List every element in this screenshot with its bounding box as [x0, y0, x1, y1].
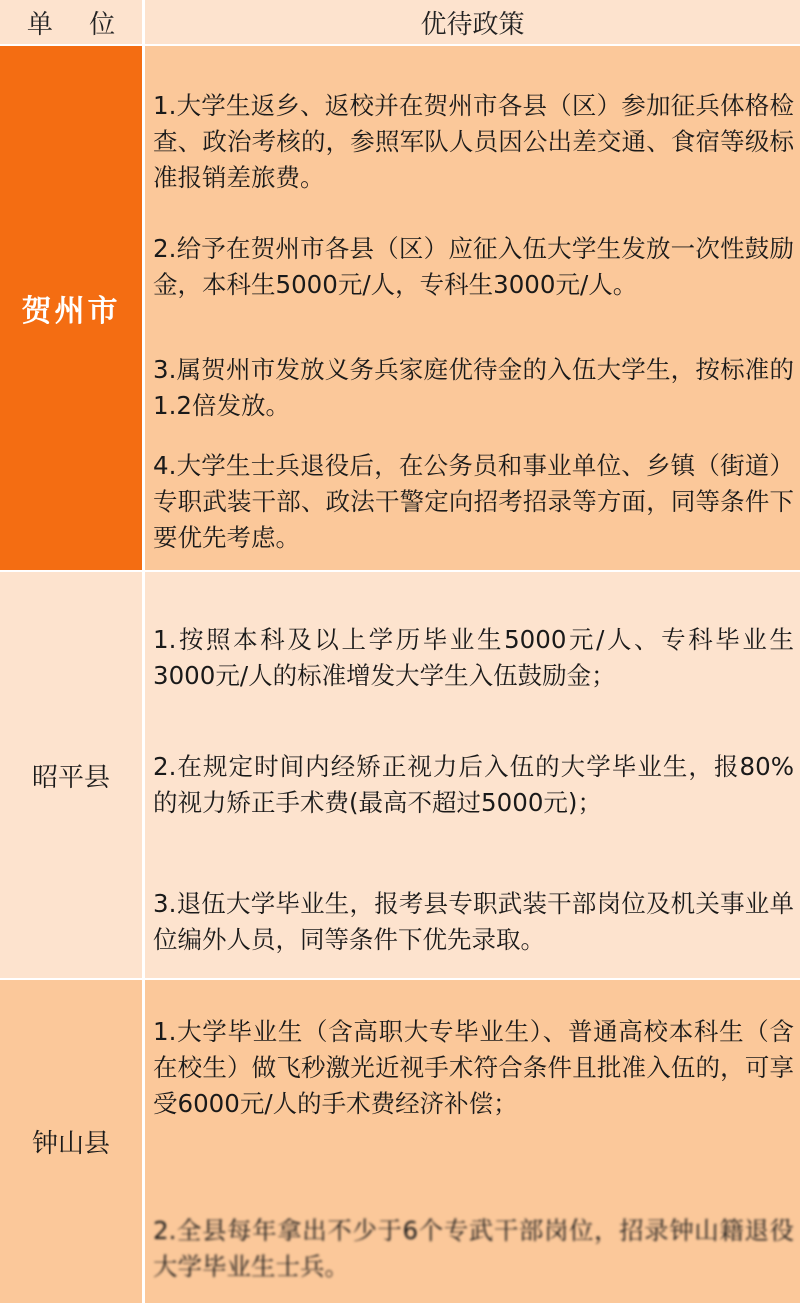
- table-row-zhaoping: [0, 572, 800, 978]
- unit-cell: [0, 980, 142, 1303]
- policy-item: 3.退伍大学毕业生，报考县专职武装干部岗位及机关事业单位编外人员，同等条件下优先录取。: [153, 889, 794, 954]
- table-header: [0, 0, 800, 44]
- unit-name: 贺州市: [21, 294, 121, 329]
- policy-item: 1.按照本科及以上学历毕业生5000元/人、专科毕业生3000元/人的标准增发大学生入伍鼓励金；: [153, 625, 794, 690]
- policy-item: 1.大学毕业生（含高职大专毕业生）、普通高校本科生（含在校生）做飞秒激光近视手术符合条件且批准入伍的，可享受6000元/人的手术费经济补偿；: [153, 1017, 794, 1118]
- table-row-zhongshan: [0, 980, 800, 1303]
- unit-name: 钟山县: [31, 1129, 110, 1159]
- unit-cell: [0, 46, 142, 570]
- policy-item: 2.给予在贺州市各县（区）应征入伍大学生发放一次性鼓励金，本科生5000元/人，专科生3000元/人。: [153, 234, 794, 299]
- table-row-hezhou: [0, 46, 800, 570]
- policy-item: 2.在规定时间内经矫正视力后入伍的大学毕业生，报80%的视力矫正手术费(最高不超过5000元)；: [153, 752, 794, 817]
- header-policy: [145, 0, 800, 44]
- header-unit: [0, 0, 142, 44]
- unit-cell: [0, 572, 142, 978]
- policy-item: 3.属贺州市发放义务兵家庭优待金的入伍大学生，按标准的1.2倍发放。: [153, 355, 794, 420]
- policy-cell: [145, 572, 800, 978]
- policy-item: 4.大学生士兵退役后，在公务员和事业单位、乡镇（街道）专职武装干部、政法干警定向招考招录等方面，同等条件下要优先考虑。: [153, 451, 794, 552]
- unit-name: 昭平县: [31, 762, 110, 793]
- header-policy-label: 优待政策: [420, 9, 525, 40]
- policy-item: 2.全县每年拿出不少于6个专武干部岗位，招录钟山籍退役大学毕业生士兵。: [153, 1216, 794, 1281]
- policy-cell: [145, 46, 800, 570]
- header-unit-label: 单 位: [26, 9, 130, 40]
- policy-item: 1.大学生返乡、返校并在贺州市各县（区）参加征兵体格检查、政治考核的，参照军队人员因公出差交通、食宿等级标准报销差旅费。: [153, 91, 794, 192]
- policy-cell: [145, 980, 800, 1303]
